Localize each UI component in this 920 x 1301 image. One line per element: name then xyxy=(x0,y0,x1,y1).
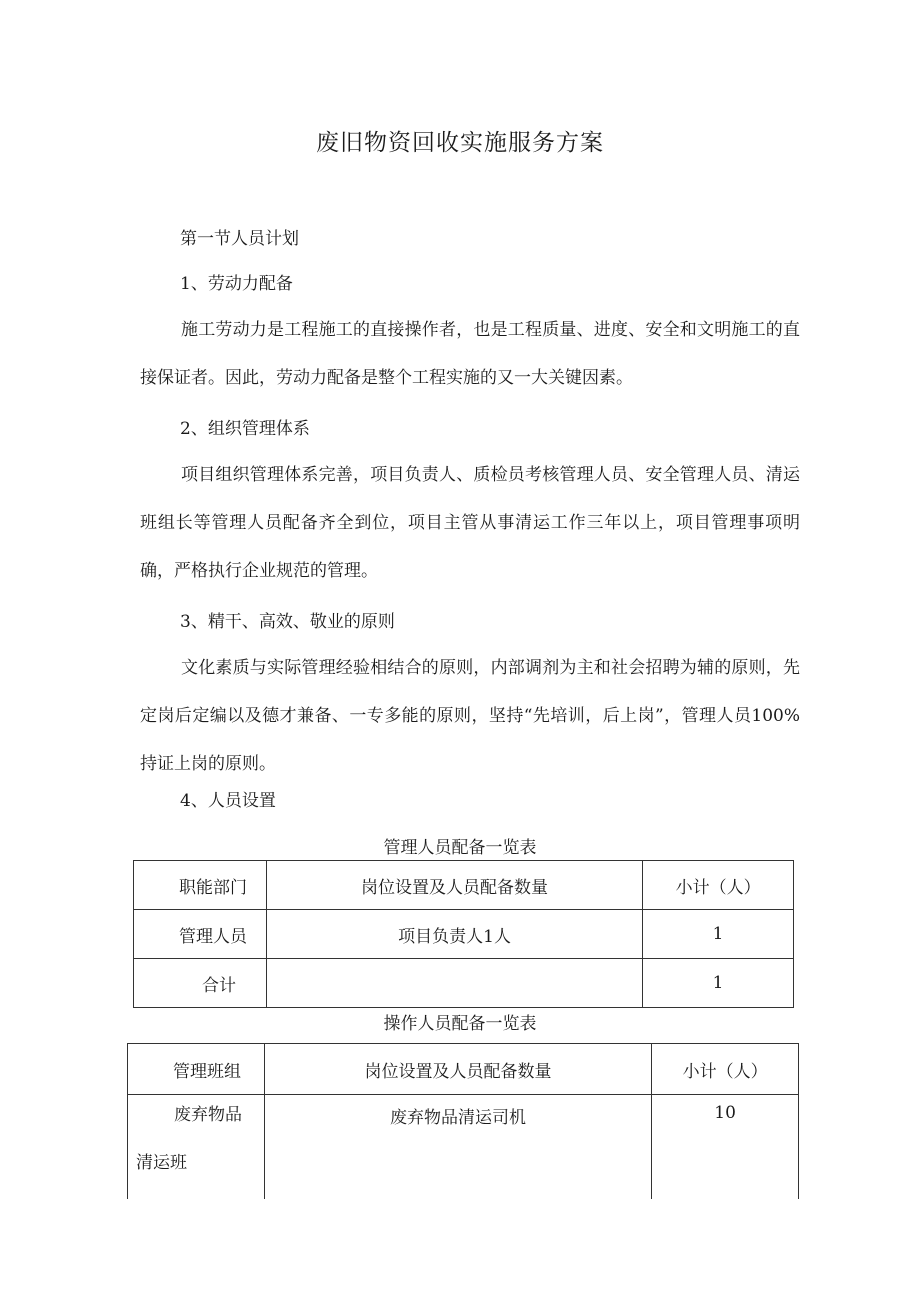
group-name-line-1: 废弃物品 xyxy=(174,1105,242,1125)
table-header-cell: 管理班组 xyxy=(128,1044,265,1095)
table1-caption: 管理人员配备一览表 xyxy=(383,838,537,858)
table-cell: 项目负责人1人 xyxy=(266,910,642,959)
table-header-row xyxy=(128,1044,799,1095)
table-header-cell: 岗位设置及人员配备数量 xyxy=(264,1044,651,1095)
table-cell: 合计 xyxy=(134,959,267,1008)
subsection-heading-2: 2、组织管理体系 xyxy=(180,419,310,439)
table-cell: 1 xyxy=(643,910,794,959)
table2-caption: 操作人员配备一览表 xyxy=(383,1014,537,1034)
table-cell: 管理人员 xyxy=(134,910,267,959)
table-header-row xyxy=(134,861,794,910)
table-cell: 1 xyxy=(643,959,794,1008)
table-header-cell: 小计（人） xyxy=(652,1044,799,1095)
table-cell xyxy=(128,1095,265,1200)
operations-staff-table xyxy=(127,1043,799,1199)
table-cell: 废弃物品清运司机 xyxy=(264,1095,651,1200)
paragraph-2: 项目组织管理体系完善，项目负责人、质检员考核管理人员、安全管理人员、清运班组长等管理人员配备齐全到位，项目主管从事清运工作三年以上，项目管理事项明确，严格执行企业规范的管理。 xyxy=(140,465,800,581)
subsection-heading-4: 4、人员设置 xyxy=(180,791,276,811)
table-row xyxy=(134,910,794,959)
table-row xyxy=(128,1095,799,1200)
subsection-heading-3: 3、精干、高效、敬业的原则 xyxy=(180,612,395,632)
section-heading: 第一节人员计划 xyxy=(180,229,299,249)
subsection-heading-1: 1、劳动力配备 xyxy=(180,274,293,294)
table-row xyxy=(134,959,794,1008)
group-name-line-2: 清运班 xyxy=(136,1153,187,1173)
table-header-cell: 小计（人） xyxy=(643,861,794,910)
management-staff-table xyxy=(133,860,794,1008)
table-header-cell: 职能部门 xyxy=(134,861,267,910)
table-cell: 10 xyxy=(652,1095,799,1200)
paragraph-3: 文化素质与实际管理经验相结合的原则，内部调剂为主和社会招聘为辅的原则，先定岗后定编以及德才兼备、一专多能的原则，坚持“先培训，后上岗”，管理人员100%持证上岗的原则。 xyxy=(140,658,800,774)
table-header-cell: 岗位设置及人员配备数量 xyxy=(266,861,642,910)
document-title: 废旧物资回收实施服务方案 xyxy=(316,130,604,156)
table-cell xyxy=(266,959,642,1008)
paragraph-1: 施工劳动力是工程施工的直接操作者，也是工程质量、进度、安全和文明施工的直接保证者。因此，劳动力配备是整个工程实施的又一大关键因素。 xyxy=(140,320,800,388)
